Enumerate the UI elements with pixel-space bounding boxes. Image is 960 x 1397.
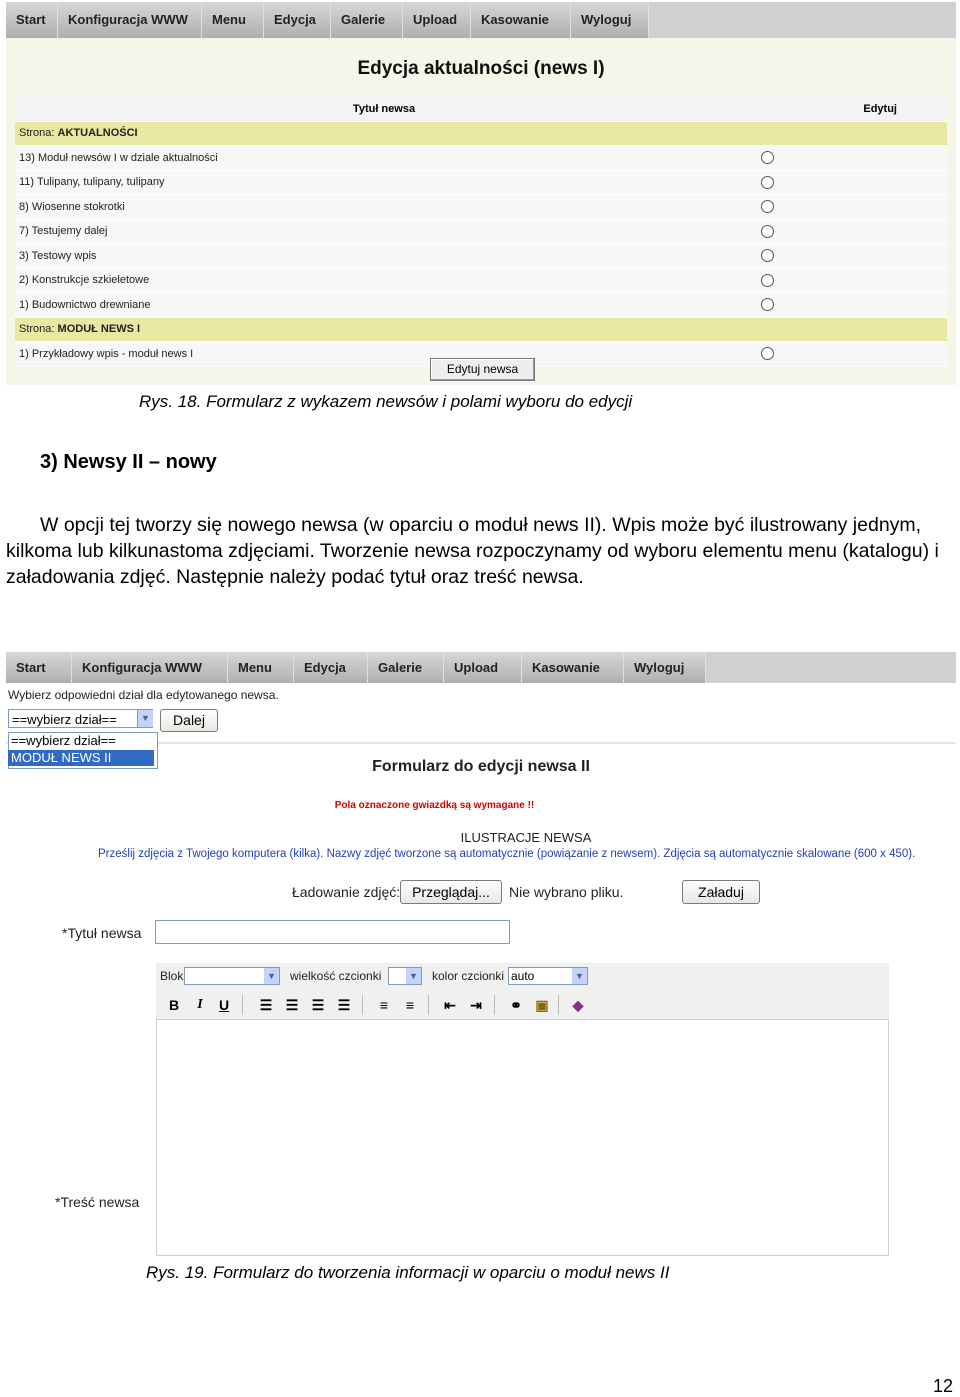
image-icon[interactable]: ▣ bbox=[535, 997, 549, 1013]
nav-menu[interactable]: Menu bbox=[228, 652, 294, 683]
row-title bbox=[15, 170, 753, 195]
outdent-icon[interactable]: ⇤ bbox=[444, 997, 456, 1013]
toolbar-separator bbox=[242, 995, 243, 1015]
row-title bbox=[15, 121, 753, 146]
title-label: *Tytuł newsa bbox=[62, 925, 142, 941]
row-edit-cell bbox=[753, 244, 947, 269]
dropdown-option[interactable]: ==wybierz dział== bbox=[11, 733, 116, 748]
align-justify-icon[interactable]: ☰ bbox=[337, 997, 351, 1013]
form-title: Formularz do edycji newsa II bbox=[372, 758, 590, 775]
row-edit-cell bbox=[753, 170, 947, 195]
table-row bbox=[15, 146, 947, 171]
toolbar-separator bbox=[428, 995, 429, 1015]
edit-radio[interactable] bbox=[761, 225, 774, 238]
nav-config[interactable]: Konfiguracja WWW bbox=[58, 2, 202, 38]
align-left-icon[interactable]: ☰ bbox=[259, 997, 273, 1013]
table-row bbox=[15, 293, 947, 318]
upload-button[interactable]: Załaduj bbox=[682, 880, 760, 904]
news-table bbox=[15, 97, 947, 367]
italic-button[interactable]: I bbox=[197, 997, 203, 1012]
nav-edycja[interactable]: Edycja bbox=[294, 652, 368, 683]
toolbar-separator bbox=[362, 995, 363, 1015]
nav-config[interactable]: Konfiguracja WWW bbox=[72, 652, 228, 683]
font-color-select[interactable] bbox=[508, 967, 588, 985]
nav-start[interactable]: Start bbox=[6, 2, 58, 38]
paragraph-text: W opcji tej tworzy się nowego newsa (w oparciu o moduł news II). Wpis może być ilustrowany jednym, kilkoma lub kilkunastoma zdjęciami. Tworzenie newsa rozpoczynamy od wyboru elementu menu (katalogu) i załadowania zdjęć. Następnie należy podać tytuł oraz treść newsa. bbox=[6, 514, 939, 588]
row-edit-cell bbox=[753, 219, 947, 244]
nav-filler bbox=[706, 652, 956, 683]
instruction-text: Wybierz odpowiedni dział dla edytowanego newsa. bbox=[8, 688, 279, 702]
ordered-list-icon[interactable]: ≡ bbox=[379, 997, 389, 1013]
section-name: MODUŁ NEWS I bbox=[57, 323, 141, 336]
browse-button[interactable]: Przeglądaj... bbox=[400, 880, 502, 904]
row-label: 3) Testowy wpis bbox=[19, 249, 97, 262]
table-row bbox=[15, 219, 947, 244]
nav-wyloguj[interactable]: Wyloguj bbox=[571, 2, 649, 38]
figure-caption-18: Rys. 18. Formularz z wykazem newsów i polami wyboru do edycji bbox=[139, 392, 633, 411]
align-center-icon[interactable]: ☰ bbox=[285, 997, 299, 1013]
nav-menu[interactable]: Menu bbox=[202, 2, 264, 38]
content-label: *Treść newsa bbox=[55, 1194, 140, 1210]
nav-kasowanie[interactable]: Kasowanie bbox=[471, 2, 571, 38]
row-label: 11) Tulipany, tulipany, tulipany bbox=[19, 176, 165, 189]
row-title bbox=[15, 146, 753, 171]
row-label: Strona: bbox=[19, 323, 58, 336]
editor-toolbar bbox=[156, 963, 889, 1020]
title-input[interactable] bbox=[155, 920, 510, 944]
section-heading: 3) Newsy II – nowy bbox=[40, 451, 217, 473]
nav-upload[interactable]: Upload bbox=[403, 2, 471, 38]
no-file-text: Nie wybrano pliku. bbox=[509, 884, 624, 900]
row-edit-cell bbox=[753, 195, 947, 220]
row-label: 1) Budownictwo drewniane bbox=[19, 298, 151, 311]
edit-radio[interactable] bbox=[761, 249, 774, 262]
next-button[interactable]: Dalej bbox=[160, 709, 218, 732]
edit-radio[interactable] bbox=[761, 298, 774, 311]
row-label: 2) Konstrukcje szkieletowe bbox=[19, 274, 150, 287]
row-title bbox=[15, 317, 753, 342]
chevron-down-icon: ▼ bbox=[406, 968, 421, 984]
row-label: 7) Testujemy dalej bbox=[19, 225, 108, 238]
row-label: 1) Przykładowy wpis - moduł news I bbox=[19, 347, 194, 360]
nav-galerie[interactable]: Galerie bbox=[368, 652, 444, 683]
edit-radio[interactable] bbox=[761, 274, 774, 287]
column-header-edit: Edytuj bbox=[753, 97, 947, 121]
row-title bbox=[15, 342, 753, 367]
underline-button[interactable]: U bbox=[218, 997, 230, 1013]
nav-wyloguj[interactable]: Wyloguj bbox=[624, 652, 706, 683]
dropdown-option-selected[interactable]: MODUŁ NEWS II bbox=[8, 750, 154, 766]
editor-content-area[interactable] bbox=[157, 1020, 888, 1255]
table-row bbox=[15, 244, 947, 269]
top-nav bbox=[6, 652, 956, 683]
required-note: Pola oznaczone gwiazdką są wymagane !! bbox=[334, 800, 535, 811]
indent-icon[interactable]: ⇥ bbox=[470, 997, 482, 1013]
row-edit-cell bbox=[753, 293, 947, 318]
row-edit-cell bbox=[753, 342, 947, 367]
section-row bbox=[15, 121, 947, 146]
block-select[interactable] bbox=[184, 967, 280, 985]
row-label: Strona: bbox=[19, 127, 58, 140]
row-title bbox=[15, 195, 753, 220]
font-size-label: wielkość czcionki bbox=[290, 969, 382, 983]
table-row bbox=[15, 195, 947, 220]
section-name: AKTUALNOŚCI bbox=[57, 127, 138, 140]
nav-galerie[interactable]: Galerie bbox=[331, 2, 403, 38]
page-title: Edycja aktualności (news I) bbox=[357, 58, 605, 79]
row-edit-cell bbox=[753, 146, 947, 171]
row-edit-cell bbox=[753, 317, 947, 342]
section-row bbox=[15, 317, 947, 342]
row-edit-cell bbox=[753, 268, 947, 293]
edit-news-button[interactable]: Edytuj newsa bbox=[430, 358, 535, 381]
body-paragraph bbox=[6, 512, 956, 590]
page-number: 12 bbox=[933, 1376, 954, 1396]
table-row bbox=[15, 170, 947, 195]
edit-radio[interactable] bbox=[761, 151, 774, 164]
chevron-down-icon: ▼ bbox=[572, 968, 587, 984]
chevron-down-icon: ▼ bbox=[264, 968, 279, 984]
screenshot-news-form bbox=[6, 652, 956, 1256]
link-icon[interactable]: ⚭ bbox=[510, 997, 522, 1013]
row-title bbox=[15, 219, 753, 244]
edit-radio[interactable] bbox=[761, 176, 774, 189]
font-color-value: auto bbox=[511, 969, 535, 983]
row-label: 8) Wiosenne stokrotki bbox=[19, 200, 125, 213]
chevron-down-icon[interactable]: ▼ bbox=[137, 710, 153, 727]
nav-start[interactable]: Start bbox=[6, 652, 72, 683]
font-size-select[interactable] bbox=[388, 967, 422, 985]
row-title bbox=[15, 244, 753, 269]
edit-radio[interactable] bbox=[761, 200, 774, 213]
row-title bbox=[15, 293, 753, 318]
row-title bbox=[15, 268, 753, 293]
top-nav bbox=[6, 2, 956, 38]
nav-edycja[interactable]: Edycja bbox=[264, 2, 331, 38]
illustrations-heading: ILUSTRACJE NEWSA bbox=[460, 830, 592, 845]
nav-filler bbox=[649, 2, 956, 38]
toolbar-separator bbox=[494, 995, 495, 1015]
row-edit-cell bbox=[753, 121, 947, 146]
font-color-label: kolor czcionki bbox=[432, 969, 505, 983]
unordered-list-icon[interactable]: ≡ bbox=[405, 997, 415, 1013]
edit-radio[interactable] bbox=[761, 347, 774, 360]
table-row bbox=[15, 268, 947, 293]
nav-upload[interactable]: Upload bbox=[444, 652, 522, 683]
upload-info: Prześlij zdjęcia z Twojego komputera (kilka). Nazwy zdjęć tworzone są automatycznie (powiązanie z newsem). Zdjęcia są automatycznie skalowane (600 x 450). bbox=[98, 848, 916, 860]
toolbar-separator bbox=[558, 995, 559, 1015]
column-header-title: Tytuł newsa bbox=[15, 97, 753, 121]
nav-kasowanie[interactable]: Kasowanie bbox=[522, 652, 624, 683]
screenshot-news-list bbox=[6, 2, 956, 385]
upload-label: Ładowanie zdjęć: bbox=[292, 884, 401, 900]
section-select[interactable]: ==wybierz dział== bbox=[8, 709, 153, 728]
row-label: 13) Moduł newsów I w dziale aktualności bbox=[19, 151, 218, 164]
html-source-icon[interactable]: ◆ bbox=[572, 997, 584, 1013]
align-right-icon[interactable]: ☰ bbox=[311, 997, 325, 1013]
bold-button[interactable]: B bbox=[168, 997, 180, 1013]
figure-caption-19: Rys. 19. Formularz do tworzenia informacji w oparciu o moduł news II bbox=[146, 1263, 670, 1282]
block-label: Blok bbox=[160, 969, 184, 983]
